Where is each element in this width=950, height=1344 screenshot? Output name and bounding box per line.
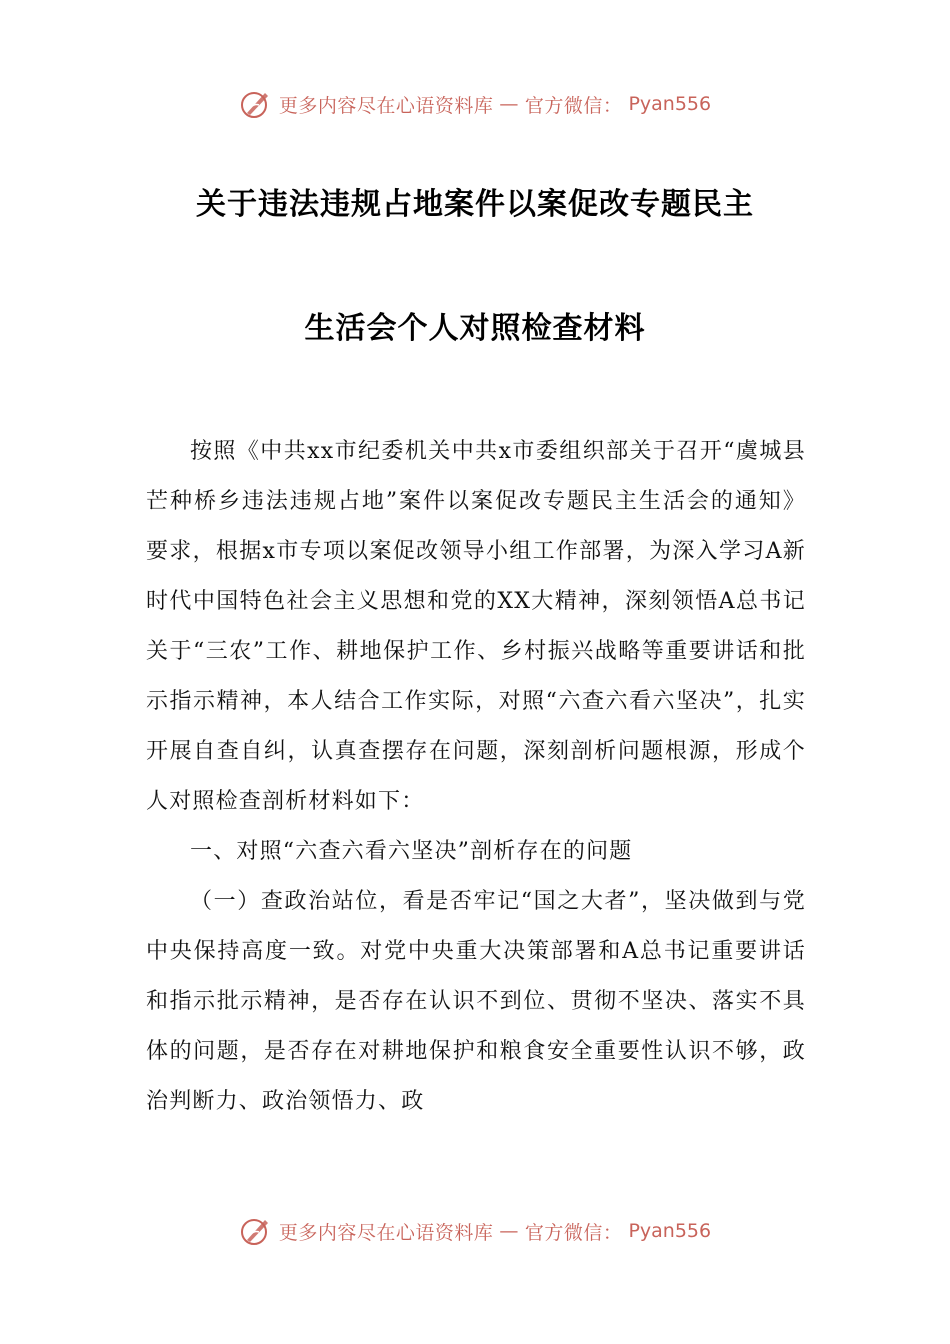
watermark-header xyxy=(0,84,950,124)
watermark-id: Pyan556 xyxy=(628,1220,712,1242)
watermark-sub-text: 官方微信： xyxy=(524,1221,623,1244)
watermark-main-text: 更多内容尽在心语资料库 xyxy=(278,1221,494,1244)
section-heading-1: 一、对照“六查六看六坚决”剖析存在的问题 xyxy=(190,839,633,864)
paragraph-intro: 按照《中共xx市纪委机关中共x市委组织部关于召开“虞城县芒种桥乡违法违规占地”案件以案促改专题民主生活会的通知》要求，根据x市专项以案促改领导小组工作部署，为深入学习A新时代中国特色社会主义思想和党的XX大精神，深刻领悟A总书记关于“三农”工作、耕地保护工作、乡村振兴战略等重要讲话和批示指示精神，本人结合工作实际，对照“六查六看六坚决”，扎实开展自查自纠，认真查摆存在问题，深刻剖析问题根源，形成个人对照检查剖析材料如下： xyxy=(146,439,806,814)
quill-logo-icon xyxy=(239,87,273,121)
document-title-line-2: 生活会个人对照检查材料 xyxy=(304,311,646,346)
watermark-id: Pyan556 xyxy=(628,93,712,115)
watermark-main-text: 更多内容尽在心语资料库 xyxy=(278,94,494,117)
document-body xyxy=(146,427,806,1127)
watermark-footer xyxy=(0,1211,950,1251)
watermark-dash: — xyxy=(499,93,519,115)
paragraph-section-1-1: （一）查政治站位，看是否牢记“国之大者”，坚决做到与党中央保持高度一致。对党中央重大决策部署和A总书记重要讲话和指示批示精神，是否存在认识不到位、贯彻不坚决、落实不具体的问题，是否存在对耕地保护和粮食安全重要性认识不够，政治判断力、政治领悟力、政 xyxy=(146,889,806,1114)
quill-logo-icon xyxy=(239,1214,273,1248)
document-title-line-1: 关于违法违规占地案件以案促改专题民主 xyxy=(196,187,754,222)
watermark-sub-text: 官方微信： xyxy=(524,94,623,117)
watermark-dash: — xyxy=(499,1220,519,1242)
